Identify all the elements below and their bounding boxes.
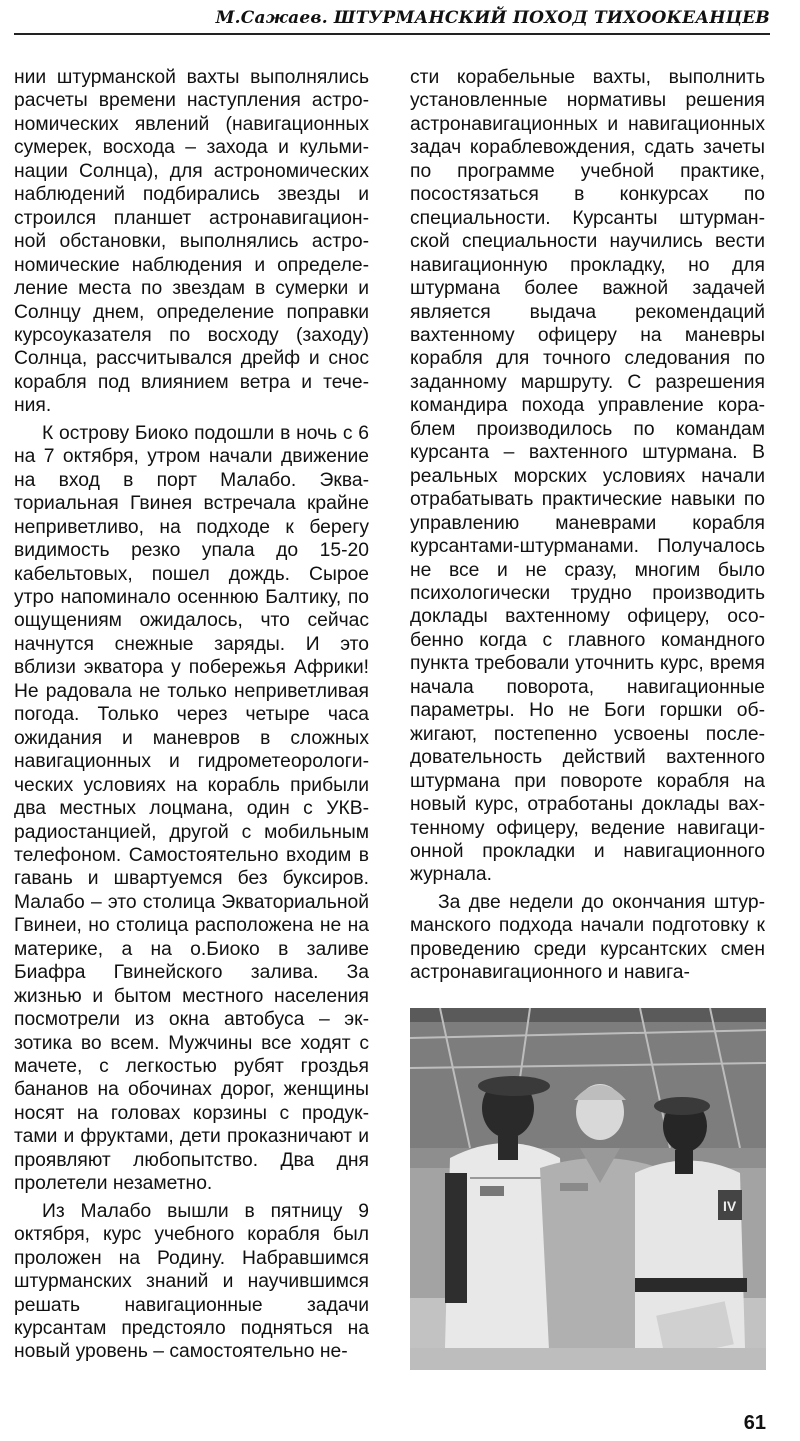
sleeve-patch-text: IV	[723, 1198, 737, 1214]
cadets-photo	[410, 1008, 766, 1370]
paragraph: К острову Биоко подошли в ночь с 6 на 7 октября, утром начали движение на вход в порт Малабо. Экваториальная Гвинея встречала крайне неприветливо, на подходе к берегу видимость резко упала до 15-20 кабельтовых, пошел дождь. Сырое утро напоминало осеннюю Балтику, по ощущениям ожидалось, что сейчас начнутся снежные заряды. И это вблизи экватора у побережья Африки! Не радовала не только неприветливая погода. Только через четыре часа ожидания и маневров в сложных навигационных и гидрометеорологических условиях на корабль прибыли два местных лоцмана, один с УКВ-радиостанцией, другой с мобильным телефоном. Самостоятельно входим в гавань и швартуемся без буксиров. Малабо – это столица Экваториальной Гвинеи, но столица расположена не на материке, а на о.Биоко в заливе Биафра Гвинейского залива. За жизнью и бытом местного населения посмотрели из окна автобуса – экзотика во всем. Мужчины все ходят с мачете, с легкостью рубят гроздья бананов на обочинах дорог, женщины носят на головах корзины с продуктами и фруктами, дети проказничают и проявляют любопытство. Два дня пролетели незаметно.	[14, 422, 369, 1195]
paragraph: Из Малабо вышли в пятницу 9 октября, курс учебного корабля был проложен на Родину. Набравшимся штурманских знаний и научившимся решать навигационные задачи курсантам предстояло подняться на новый уровень – самостоятельно не-	[14, 1200, 369, 1363]
paragraph: нии штурманской вахты выполнялись расчеты времени наступления астрономических явлений (навигационных сумерек, восхода – захода и кульминации Солнца), для астрономических наблюдений подбирались звезды и строился планшет астронавигационной обстановки, выполнялись астрономические наблюдения и определеление места по звездам в сумерки и Солнцу днем, определение поправки курсоуказателя по восходу (заходу) Солнца, рассчитывался дрейф и снос корабля под влиянием ветра и течения.	[14, 67, 369, 417]
cadets-photo-illustration	[410, 1008, 766, 1370]
paragraph: За две недели до окончания штурманского подхода начали подготовку к проведению среди курсантских смен астронавигационного и навига-	[410, 891, 765, 984]
running-title: М.Сажаев. ШТУРМАНСКИЙ ПОХОД ТИХООКЕАНЦЕВ	[215, 8, 770, 28]
article-column-left	[14, 66, 369, 1364]
header-rule	[14, 33, 770, 35]
paragraph: сти корабельные вахты, выполнить установленные нормативы решения астронавигационных и навигационных задач кораблевождения, сдать зачеты по программе учебной практике, посостязаться в конкурсах по специальности. Курсанты штурманской специальности научились вести навигационную прокладку, но для штурмана более важной задачей является выдача рекомендаций вахтенному офицеру на маневры корабля для точного следования по заданному маршруту. С разрешения командира похода управление кораблем производилось по командам курсанта – вахтенного штурмана. В реальных морских условиях начали отрабатывать практические навыки по управлению маневрами корабля курсантами-штурманами. Получалось не все и не сразу, многим было психологически трудно производить доклады вахтенному офицеру, особенно когда с главного командного пункта требовали уточнить курс, время начала поворота, навигационные параметры. Но не Боги горшки обжигают, постепенно усвоены последовательность действий вахтенного штурмана при повороте корабля на новый курс, отработаны доклады вахтенному офицеру, ведение навигационной прокладки и навигационного журнала.	[410, 67, 765, 886]
article-column-right	[410, 66, 765, 985]
page-number: 61	[743, 1412, 766, 1434]
